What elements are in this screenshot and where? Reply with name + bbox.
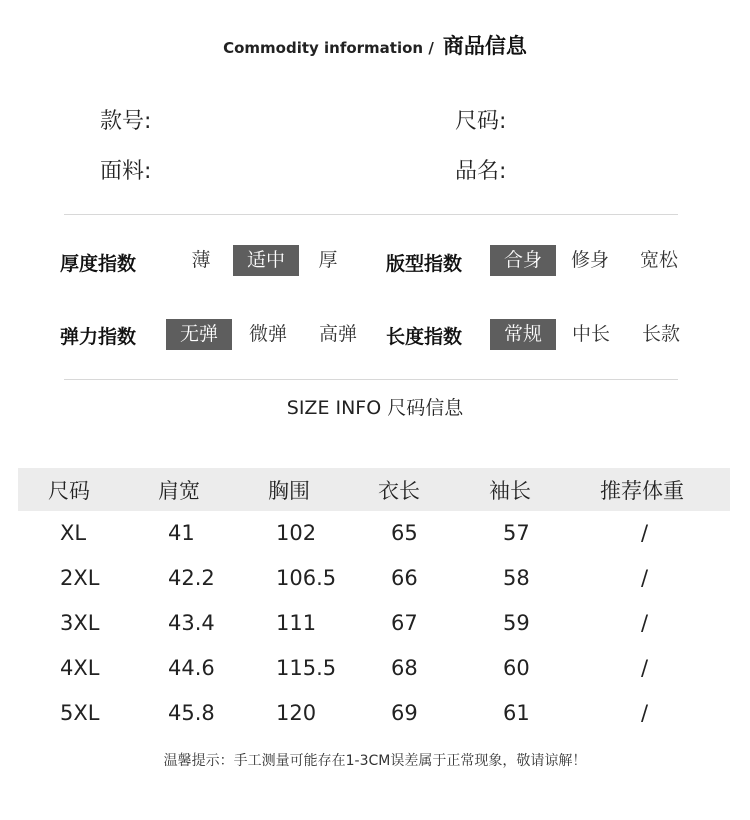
table-cell: 69 xyxy=(391,701,418,725)
divider xyxy=(64,379,678,380)
table-cell: 67 xyxy=(391,611,418,635)
elasticity-option-slight: 微弹 xyxy=(248,323,287,345)
table-header-sleeve: 袖长 xyxy=(489,479,531,503)
table-cell: 57 xyxy=(503,521,530,545)
divider xyxy=(64,214,678,215)
table-cell: 3XL xyxy=(60,611,100,635)
section-header xyxy=(0,30,750,60)
table-header-size: 尺码 xyxy=(48,479,90,503)
table-cell: 5XL xyxy=(60,701,100,725)
fit-option-loose: 宽松 xyxy=(639,249,678,271)
length-option-long: 长款 xyxy=(641,323,680,345)
elasticity-option-none: 无弹 xyxy=(166,319,232,350)
table-header-chest: 胸围 xyxy=(268,479,310,503)
table-cell: / xyxy=(641,656,649,680)
length-option-regular: 常规 xyxy=(490,319,556,350)
table-cell: 115.5 xyxy=(276,656,337,680)
table-cell: 4XL xyxy=(60,656,100,680)
table-cell: / xyxy=(641,701,649,725)
table-header-shoulder: 肩宽 xyxy=(158,479,200,503)
table-cell: 59 xyxy=(503,611,530,635)
thickness-option-thin: 薄 xyxy=(191,249,211,271)
fit-option-slim: 修身 xyxy=(570,249,609,271)
table-cell: 60 xyxy=(503,656,530,680)
table-cell: 41 xyxy=(168,521,195,545)
elasticity-option-high: 高弹 xyxy=(318,323,357,345)
table-header-weight: 推荐体重 xyxy=(600,479,684,503)
table-cell: 42.2 xyxy=(168,566,215,590)
table-cell: 106.5 xyxy=(276,566,337,590)
thickness-index-label: 厚度指数 xyxy=(60,253,137,275)
style-no-label: 款号: xyxy=(100,109,152,134)
header-title-en: Commodity information / xyxy=(223,39,434,57)
thickness-option-thick: 厚 xyxy=(318,249,338,271)
length-option-mid: 中长 xyxy=(571,323,610,345)
table-cell: / xyxy=(641,566,649,590)
fit-index-label: 版型指数 xyxy=(386,253,463,275)
table-cell: 43.4 xyxy=(168,611,215,635)
table-cell: / xyxy=(641,521,649,545)
size-info-title: SIZE INFO 尺码信息 xyxy=(286,397,464,419)
measurement-note: 温馨提示：手工测量可能存在1-3CM误差属于正常现象，敬请谅解！ xyxy=(163,753,587,769)
table-cell: 66 xyxy=(391,566,418,590)
fit-option-regular: 合身 xyxy=(490,245,556,276)
table-cell: XL xyxy=(60,521,87,545)
thickness-option-medium: 适中 xyxy=(233,245,299,276)
table-cell: 58 xyxy=(503,566,530,590)
table-cell: 111 xyxy=(276,611,317,635)
elasticity-index-label: 弹力指数 xyxy=(60,326,137,348)
product-name-label: 品名: xyxy=(455,159,507,184)
fabric-label: 面料: xyxy=(100,159,152,184)
table-cell: 68 xyxy=(391,656,418,680)
table-cell: 44.6 xyxy=(168,656,215,680)
table-cell: 61 xyxy=(503,701,530,725)
table-cell: 120 xyxy=(276,701,317,725)
table-cell: / xyxy=(641,611,649,635)
table-header-length: 衣长 xyxy=(378,479,420,503)
header-title-zh: 商品信息 xyxy=(442,34,527,58)
table-cell: 102 xyxy=(276,521,317,545)
table-cell: 2XL xyxy=(60,566,100,590)
table-cell: 65 xyxy=(391,521,418,545)
size-label: 尺码: xyxy=(455,109,507,134)
length-index-label: 长度指数 xyxy=(386,326,463,348)
table-cell: 45.8 xyxy=(168,701,215,725)
